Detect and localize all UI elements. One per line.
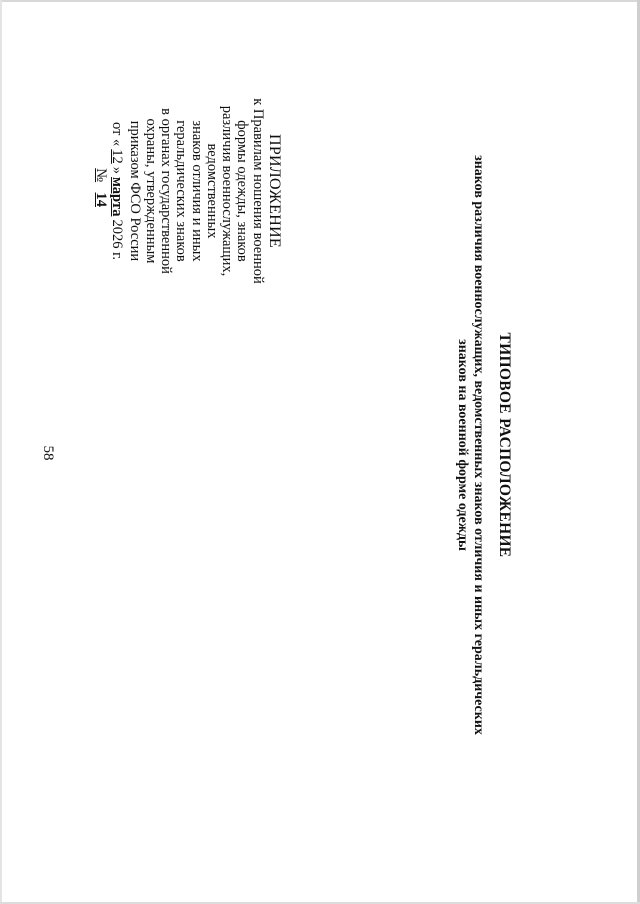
- appendix-line: геральдических знаков: [173, 120, 190, 262]
- appendix-title: ПРИЛОЖЕНИЕ: [266, 133, 283, 248]
- date-month: марта: [109, 177, 126, 217]
- date-year: 2026 г.: [109, 219, 126, 261]
- document-subtitle-line-1: знаков различия военнослужащих, ведомственных знаков отличия и иных геральдических: [471, 155, 486, 735]
- appendix-line: охраны, утвержденным: [142, 118, 159, 264]
- document-title: ТИПОВОЕ РАСПОЛОЖЕНИЕ: [496, 332, 513, 558]
- order-number: [92, 96, 107, 286]
- appendix-line: к Правилам ношения военной: [249, 98, 266, 284]
- appendix-line: знаков отличия и иных: [188, 120, 205, 262]
- date-close-quote: »: [109, 166, 126, 174]
- appendix-line: приказом ФСО России: [127, 120, 144, 262]
- date-prefix: от «: [109, 121, 126, 147]
- appendix-block: [92, 96, 282, 286]
- appendix-line: формы одежды, знаков: [234, 120, 251, 262]
- appendix-line: различия военнослужащих,: [219, 105, 236, 277]
- number-value: 14: [92, 192, 109, 207]
- order-date: [109, 96, 124, 286]
- document-subtitle-line-2: знаков на военной форме одежды: [455, 339, 471, 551]
- appendix-line: в органах государственной: [157, 108, 174, 274]
- number-prefix: №: [92, 168, 109, 183]
- document-heading: [455, 40, 514, 850]
- page-number: 58: [40, 445, 56, 461]
- appendix-line: ведомственных: [203, 143, 220, 239]
- date-day: 12: [109, 149, 126, 164]
